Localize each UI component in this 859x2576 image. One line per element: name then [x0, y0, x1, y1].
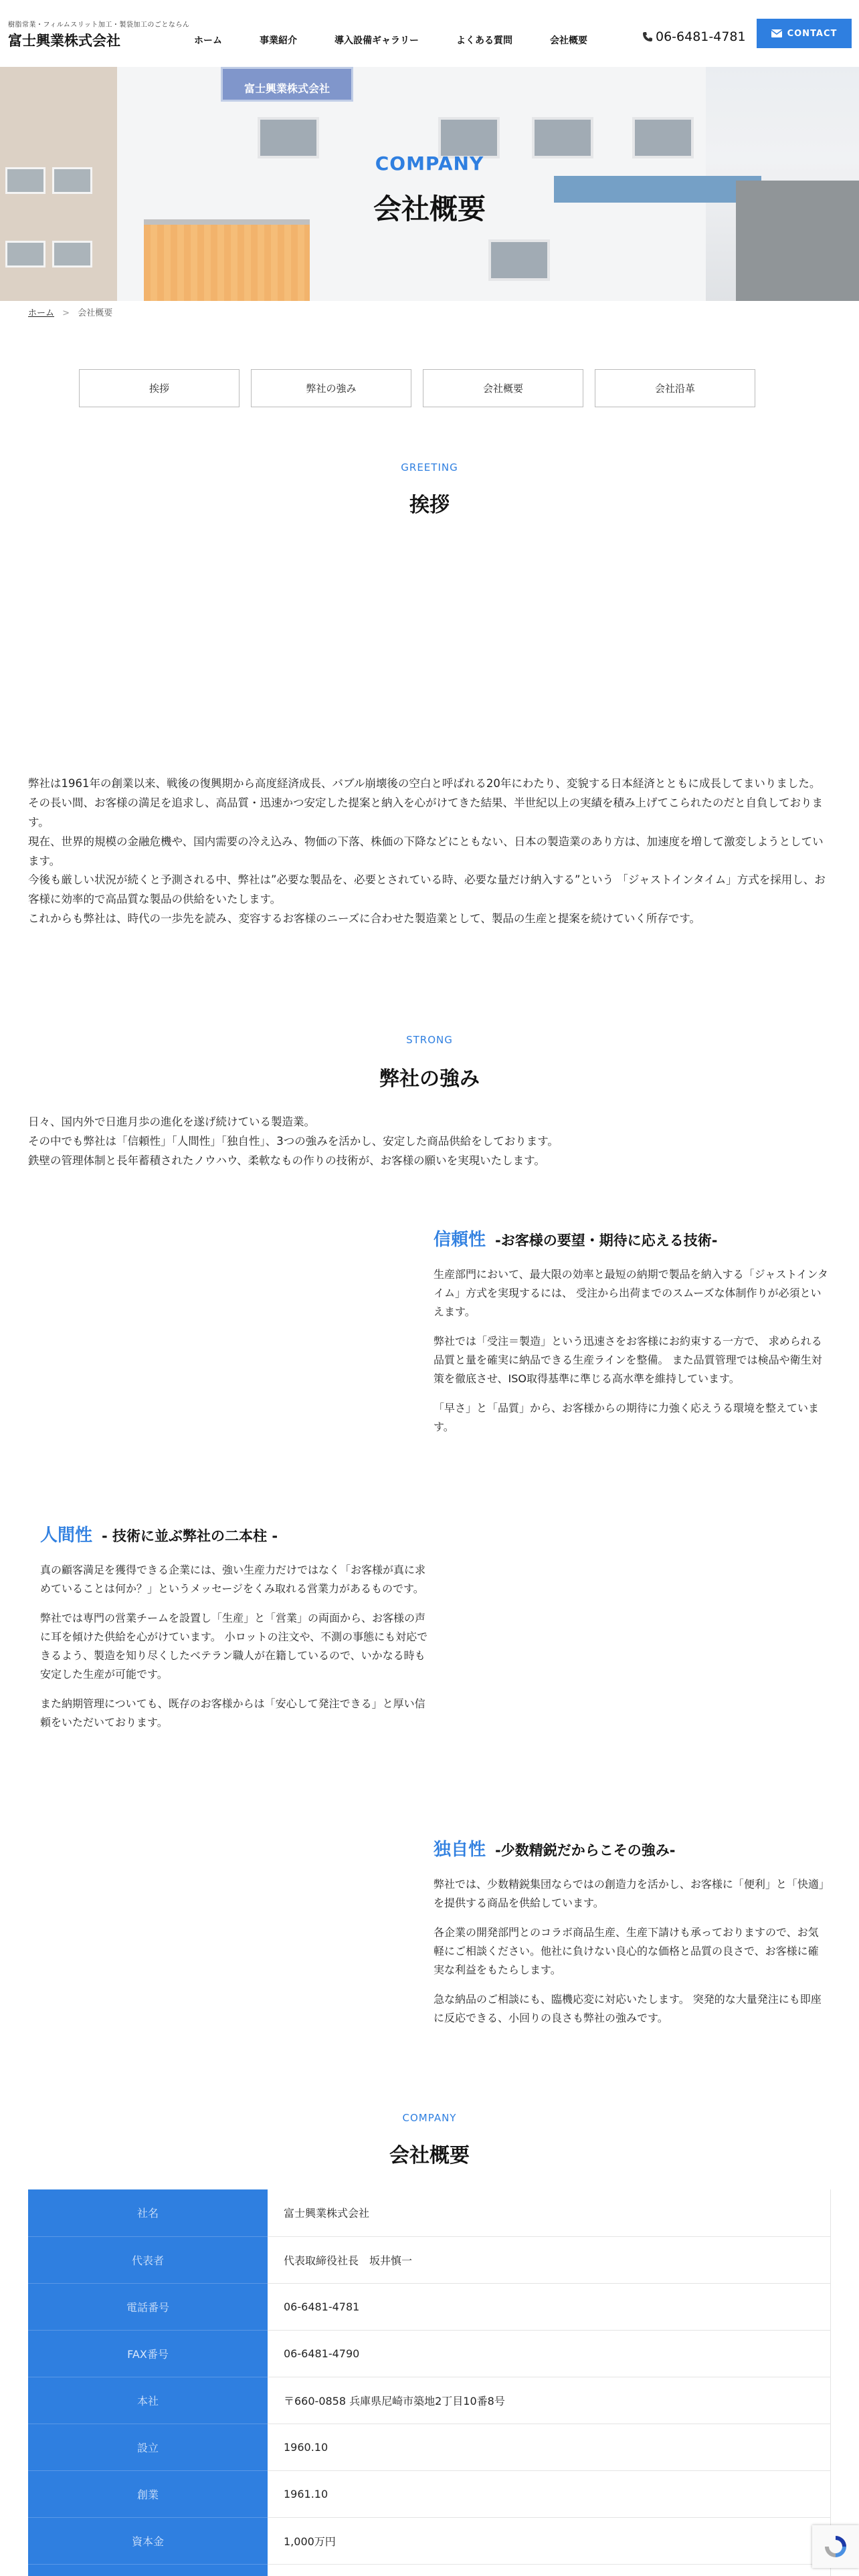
- table-row: [28, 2330, 831, 2377]
- table-value: 1,000万円: [268, 2517, 831, 2564]
- logo-company-name: 富士興業株式会社: [8, 33, 120, 49]
- strength-paragraph: 弊社では「受注＝製造」という迅速さをお客様にお約束する一方で、 求められる品質と量を確実に納品できる生産ラインを整備。 また品質管理では検品や衛生対策を徹底させ、ISO取得基準に準じる高水準を維持しています。: [434, 1334, 822, 1385]
- contact-label: CONTACT: [787, 28, 838, 39]
- nav-item-gallery[interactable]: 導入設備ギャラリー: [335, 35, 419, 46]
- breadcrumb-home[interactable]: ホーム: [28, 308, 55, 318]
- table-row: [28, 2470, 831, 2517]
- strength-paragraph: 急な納品のご相談にも、臨機応変に対応いたします。 突発的な大量発注にも即座に反応できる、小回りの良さも弊社の強みです。: [434, 1992, 822, 2024]
- strong-intro-line: 鉄壁の管理体制と長年蓄積されたノウハウ、柔軟なもの作りの技術が、お客様の願いを実現いたします。: [28, 1154, 545, 1167]
- header-phone[interactable]: [642, 29, 746, 44]
- hero-title: 会社概要: [373, 193, 486, 225]
- nav-item-faq[interactable]: よくある質問: [456, 35, 512, 46]
- strength-paragraph: 弊社では専門の営業チームを設置し「生産」と「営業」の両面から、お客様の声に耳を傾けた供給を心がけています。 小ロットの注文や、不測の事態にも対応できるよう、製造を知り尽くしたベテラン職人が在籍しているので、いかなる時も安定した生産が可能です。: [40, 1611, 428, 1681]
- hero-subtitle: COMPANY: [375, 152, 484, 175]
- strength-keyword: 独自性: [434, 1840, 486, 1860]
- table-value: 06-6481-4781: [268, 2283, 831, 2330]
- strength-paragraph: また納期管理についても、既存のお客様からは「安心して発注できる」と厚い信頼をいただいております。: [40, 1697, 425, 1729]
- greeting-paragraph: 今後も厳しい状況が続くと予測される中、弊社は”必要な製品を、必要とされている時、必要な量だけ納入する”という 「ジャストインタイム」方式を採用し、お客様に効率的で高品質な製品の供給をいたします。: [28, 873, 826, 906]
- strong-intro: [28, 1113, 831, 1171]
- hero-banner: [0, 67, 859, 301]
- strong-intro-line: 日々、国内外で日進月歩の進化を遂げ続けている製造業。: [28, 1115, 315, 1128]
- strong-heading-en: STRONG: [406, 1034, 453, 1046]
- strength-paragraph: 真の顧客満足を獲得できる企業には、強い生産力だけではなく「お客様が真に求めていることは何か？」というメッセージをくみ取れる営業力があるものです。: [40, 1563, 426, 1595]
- tab-history[interactable]: 会社沿革: [595, 369, 755, 407]
- strength-reliability: [434, 1225, 828, 1447]
- table-row: [28, 2564, 831, 2576]
- breadcrumb-separator: >: [62, 308, 70, 318]
- site-header: [0, 0, 859, 67]
- nav-item-home[interactable]: ホーム: [194, 35, 222, 46]
- strength-subtitle: -お客様の要望・期待に応える技術-: [495, 1232, 718, 1249]
- strength-paragraph: 各企業の開発部門とのコラボ商品生産、生産下請けも承っておりますので、お気軽にご相談ください。他社に負けない良心的な価格と品質の良さで、お客様に確実な利益をもたらします。: [434, 1925, 819, 1976]
- table-key: FAX番号: [28, 2330, 268, 2377]
- strength-humanity: [40, 1521, 435, 1743]
- nav-item-company[interactable]: 会社概要: [550, 35, 587, 46]
- strength-keyword: 人間性: [40, 1525, 93, 1545]
- mail-icon: [771, 29, 782, 37]
- phone-number: 06-6481-4781: [656, 29, 746, 44]
- table-row: [28, 2377, 831, 2424]
- strength-paragraph: 生産部門において、最大限の効率と最短の納期で製品を納入する「ジャストインタイム」方式を実現するには、 受注から出荷までのスムーズな体制作りが必須といえます。: [434, 1267, 828, 1318]
- table-key: [28, 2564, 268, 2576]
- table-value: [268, 2564, 831, 2576]
- table-row: [28, 2517, 831, 2564]
- greeting-heading-en: GREETING: [401, 461, 458, 473]
- strength-paragraph: 「早さ」と「品質」から、お客様からの期待に力強く応えうる環境を整えています。: [434, 1401, 820, 1433]
- contact-button[interactable]: [757, 19, 852, 48]
- table-value: 代表取締役社長 坂井慎一: [268, 2236, 831, 2283]
- company-info-table: [28, 2189, 831, 2576]
- recaptcha-icon: [822, 2533, 849, 2560]
- table-key: 社名: [28, 2189, 268, 2236]
- table-key: 代表者: [28, 2236, 268, 2283]
- strong-intro-line: その中でも弊社は「信頼性」「人間性」「独自性」、3つの強みを活かし、安定した商品供給をしております。: [28, 1134, 559, 1148]
- table-value: 〒660-0858 兵庫県尼崎市築地2丁目10番8号: [268, 2377, 831, 2424]
- strength-subtitle: -少数精鋭だからこその強み-: [495, 1842, 676, 1858]
- strength-keyword: 信頼性: [434, 1230, 486, 1250]
- tab-company[interactable]: 会社概要: [423, 369, 583, 407]
- phone-icon: [642, 31, 653, 42]
- table-row: [28, 2236, 831, 2283]
- building-sign: 富士興業株式会社: [221, 67, 353, 102]
- table-key: 電話番号: [28, 2283, 268, 2330]
- table-value: 1960.10: [268, 2424, 831, 2470]
- site-logo[interactable]: [8, 19, 189, 50]
- greeting-text: [28, 774, 831, 929]
- tab-strength[interactable]: 弊社の強み: [251, 369, 411, 407]
- greeting-paragraph: 弊社は1961年の創業以来、戦後の復興期から高度経済成長、バブル崩壊後の空白と呼ばれる20年にわたり、変貌する日本経済とともに成長してまいりました。その長い間、お客様の満足を追求し、高品質・迅速かつ安定した提案と納入を心がけてきた結果、半世紀以上の実績を積み上げてこられたのだと自負しております。: [28, 777, 823, 829]
- logo-tagline: 樹脂常業・フィルムスリット加工・製袋加工のごとならん: [8, 21, 190, 29]
- strength-originality: [434, 1835, 828, 2038]
- strength-subtitle: - 技術に並ぶ弊社の二本柱 -: [102, 1528, 278, 1544]
- global-nav: [194, 33, 625, 47]
- page-anchor-tabs: [79, 369, 767, 407]
- company-heading: 会社概要: [389, 2144, 470, 2167]
- table-row: [28, 2283, 831, 2330]
- nav-item-business[interactable]: 事業紹介: [260, 35, 297, 46]
- strength-paragraph: 弊社では、少数精鋭集団ならではの創造力を活かし、お客様に「便利」と「快適」を提供する商品を供給しています。: [434, 1877, 824, 1909]
- greeting-paragraph: 現在、世界的規模の金融危機や、国内需要の冷え込み、物価の下落、株価の下降などにともない、日本の製造業のあり方は、加速度を増して激変しようとしています。: [28, 835, 824, 867]
- recaptcha-badge[interactable]: [812, 2525, 859, 2568]
- table-row: [28, 2424, 831, 2470]
- table-key: 創業: [28, 2470, 268, 2517]
- table-row: [28, 2189, 831, 2236]
- company-heading-en: COMPANY: [402, 2112, 457, 2124]
- greeting-paragraph: これからも弊社は、時代の一歩先を読み、変容するお客様のニーズに合わせた製造業として、製品の生産と提案を続けていく所存です。: [28, 912, 701, 926]
- breadcrumb: [28, 306, 112, 318]
- table-value: 06-6481-4790: [268, 2330, 831, 2377]
- table-value: 富士興業株式会社: [268, 2189, 831, 2236]
- breadcrumb-current: 会社概要: [78, 308, 113, 318]
- greeting-heading: 挨拶: [409, 494, 450, 517]
- table-value: 1961.10: [268, 2470, 831, 2517]
- table-key: 設立: [28, 2424, 268, 2470]
- table-key: 資本金: [28, 2517, 268, 2564]
- table-key: 本社: [28, 2377, 268, 2424]
- tab-greeting[interactable]: 挨拶: [79, 369, 240, 407]
- strong-heading: 弊社の強み: [379, 1067, 480, 1091]
